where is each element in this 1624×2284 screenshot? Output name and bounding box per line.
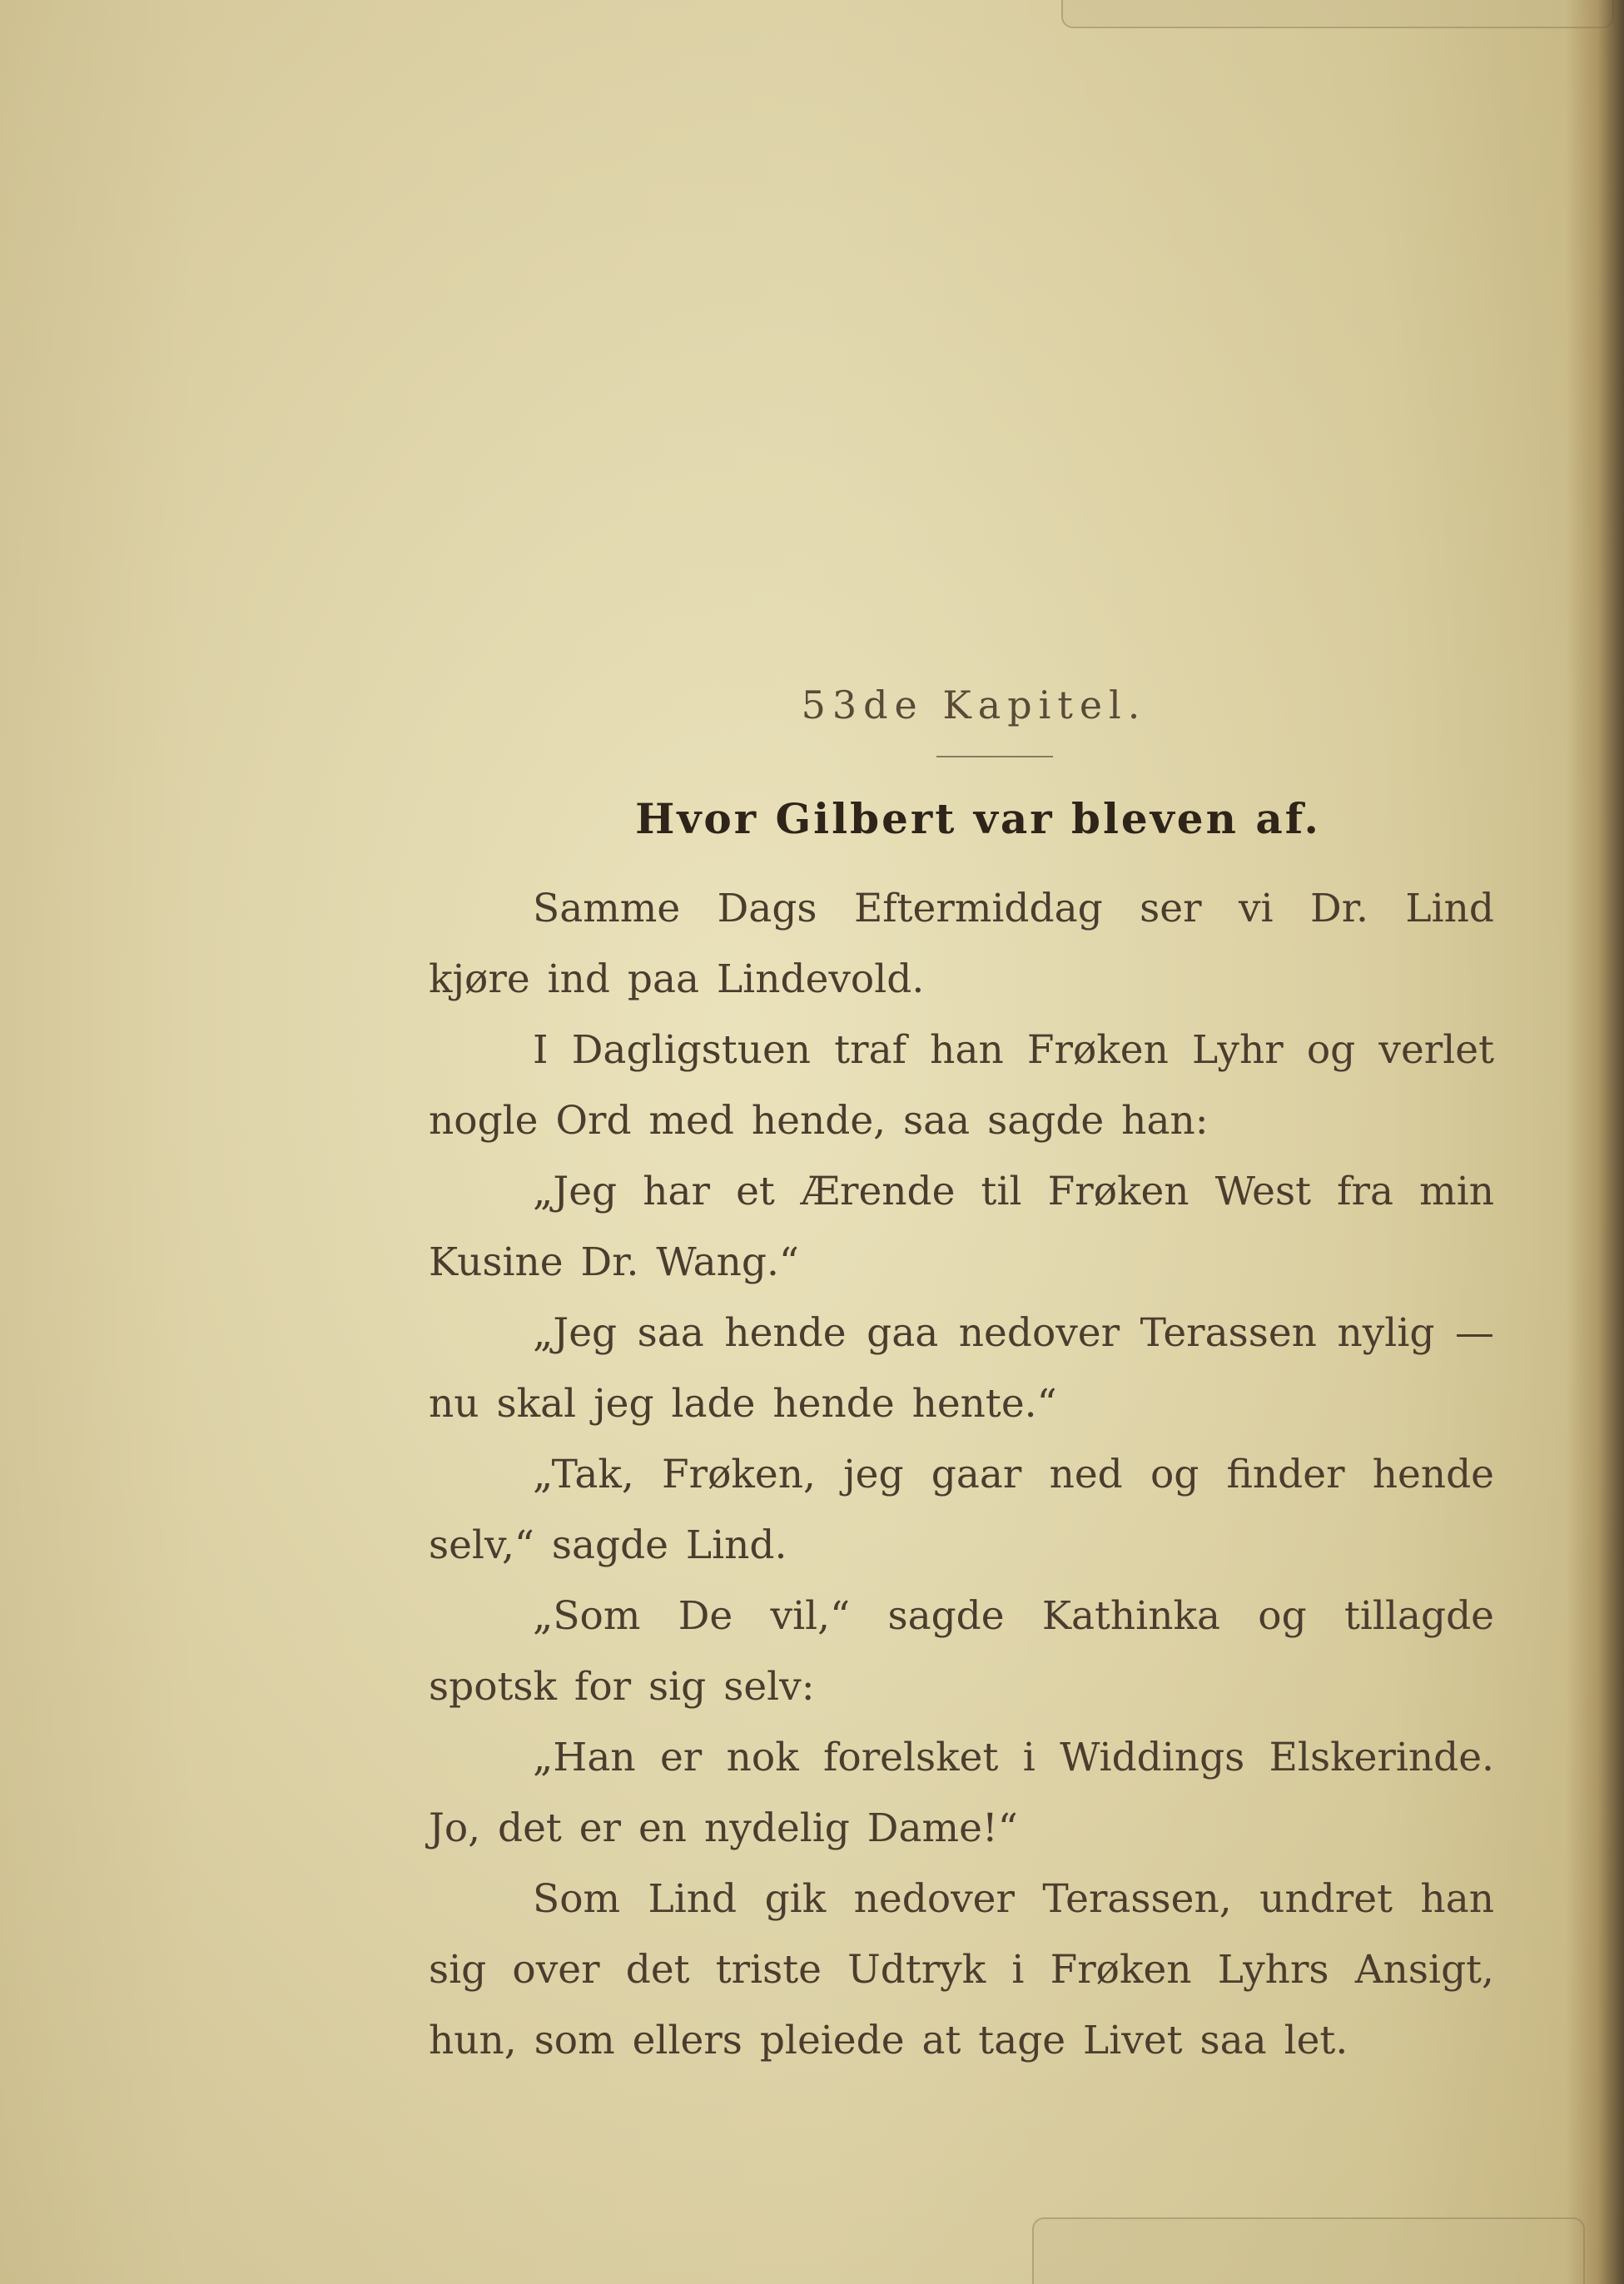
paragraph: Som Lind gik nedover Terassen, undret han sig over det triste Udtryk i Frøken Lyhrs Ansigt, hun, som ellers pleiede at tage Livet saa let.	[429, 1876, 1494, 2063]
paragraph: „Som De vil,“ sagde Kathinka og tillagde spotsk for sig selv:	[429, 1593, 1494, 1710]
page-text	[429, 683, 1494, 2076]
scan-edge-bottom	[1032, 2217, 1585, 2284]
page-edge-shadow	[1566, 0, 1624, 2284]
chapter-title: Hvor Gilbert var bleven af.	[635, 794, 1321, 843]
paragraph: I Dagligstuen traf han Frøken Lyhr og verlet nogle Ord med hende, saa sagde han:	[429, 1027, 1494, 1144]
paragraph: „Tak, Frøken, jeg gaar ned og finder hende selv,“ sagde Lind.	[429, 1452, 1494, 1568]
paragraph: „Jeg saa hende gaa nedover Terassen nylig — nu skal jeg lade hende hente.“	[429, 1310, 1494, 1427]
paragraph: Samme Dags Eftermiddag ser vi Dr. Lind kjøre ind paa Lindevold.	[429, 886, 1494, 1002]
paragraph: „Jeg har et Ærende til Frøken West fra min Kusine Dr. Wang.“	[429, 1169, 1494, 1285]
scan-edge-top	[1061, 0, 1614, 28]
paragraph: „Han er nok forelsket i Widdings Elskerinde. Jo, det er en nydelig Dame!“	[429, 1735, 1494, 1851]
chapter-number: 53de Kapitel.	[801, 683, 1147, 727]
chapter-divider	[936, 756, 1053, 757]
